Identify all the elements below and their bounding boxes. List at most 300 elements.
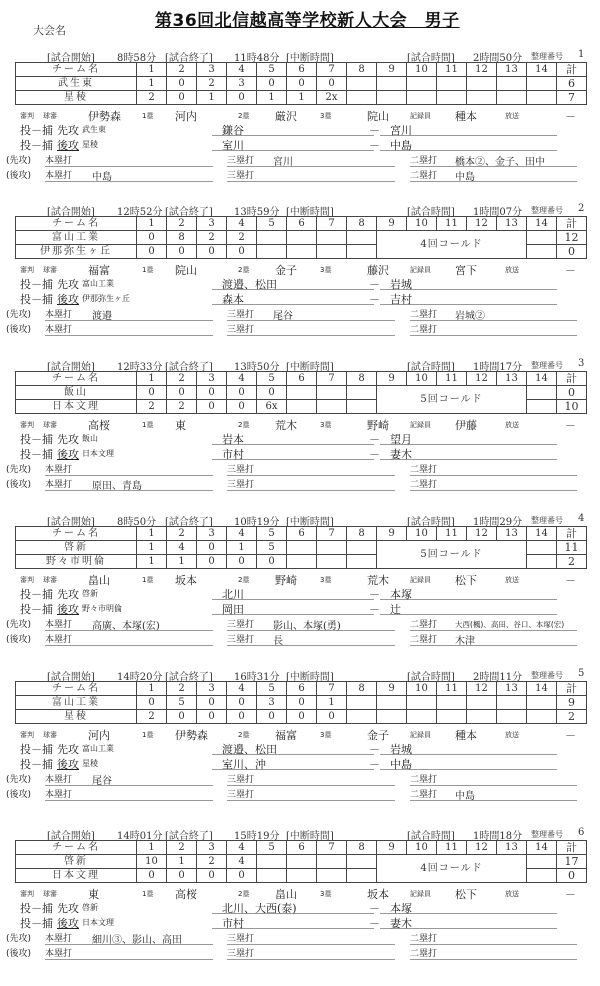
double-bottom-value: 中島 xyxy=(455,172,475,183)
inning-header: 6 xyxy=(287,372,317,386)
plate-umpire: 高桜 xyxy=(88,419,110,432)
duration-value: 1時間07分 xyxy=(473,207,523,218)
battery-top-row xyxy=(0,276,600,290)
start-time: 12時52分 xyxy=(117,207,163,218)
inning-score xyxy=(467,696,497,710)
plate-umpire: 福富 xyxy=(88,264,110,277)
inning-score: 2 xyxy=(227,231,257,245)
top-label: 先攻 xyxy=(57,278,79,291)
broadcast-label: 放送 xyxy=(505,266,519,274)
total-column-header: 計 xyxy=(557,527,587,541)
first-base-label: 1塁 xyxy=(142,112,154,120)
game-block xyxy=(0,49,600,199)
battery-bottom-team: 野々市明倫 xyxy=(82,604,122,613)
top-label: 先攻 xyxy=(57,433,79,446)
battery-top-row xyxy=(0,900,600,914)
battery-top-team: 啓新 xyxy=(82,903,98,912)
inning-header: 4 xyxy=(227,63,257,77)
dash: － xyxy=(369,124,380,137)
inning-score: 1 xyxy=(137,555,167,569)
inning-header: 13 xyxy=(497,372,527,386)
start-time: 8時50分 xyxy=(117,517,157,528)
triple-label: 三塁打 xyxy=(227,465,255,475)
triple-label: 三塁打 xyxy=(227,790,255,800)
battery-top-team: 啓新 xyxy=(82,589,98,598)
dash: － xyxy=(369,743,380,756)
umpire-label: 審判 xyxy=(20,890,34,898)
broadcast-name: － xyxy=(565,574,576,587)
inning-score xyxy=(527,696,557,710)
inning-score xyxy=(467,77,497,91)
inning-score xyxy=(287,555,317,569)
hits-top-row xyxy=(0,931,600,945)
inning-score: 1 xyxy=(137,541,167,555)
battery-bottom-row xyxy=(0,291,600,305)
hr-label: 本塁打 xyxy=(45,310,73,320)
suspend-label: [中断時間] xyxy=(286,207,334,218)
scoreboard xyxy=(15,62,587,105)
scoreboard xyxy=(15,216,587,259)
inning-header: 12 xyxy=(467,682,497,696)
hr-label: 本塁打 xyxy=(45,465,73,475)
inning-score xyxy=(377,77,407,91)
team-name: 富山工業 xyxy=(16,696,137,710)
inning-header: 4 xyxy=(227,217,257,231)
team-total: 9 xyxy=(557,696,587,710)
inning-score xyxy=(317,386,347,400)
triple-top-value: 宮川 xyxy=(273,157,293,168)
inning-score: 2 xyxy=(137,400,167,414)
inning-score xyxy=(467,710,497,724)
inning-score: 0 xyxy=(197,400,227,414)
broadcast-label: 放送 xyxy=(505,890,519,898)
inning-header: 12 xyxy=(467,217,497,231)
inning-score xyxy=(347,869,377,883)
inning-header: 7 xyxy=(317,682,347,696)
inning-score xyxy=(527,710,557,724)
scoreboard-header-row xyxy=(16,527,587,541)
first-base-umpire: 高桜 xyxy=(175,888,197,901)
battery-top-team: 武生東 xyxy=(82,125,106,134)
inning-score: 10 xyxy=(137,855,167,869)
inning-header: 6 xyxy=(287,527,317,541)
inning-score xyxy=(347,400,377,414)
start-label: [試合開始] xyxy=(47,517,95,528)
dash: － xyxy=(369,902,380,915)
start-label: [試合開始] xyxy=(47,362,95,373)
inning-score: 0 xyxy=(317,710,347,724)
inning-header: 9 xyxy=(377,63,407,77)
bottom-label: 後攻 xyxy=(57,293,79,306)
inning-score xyxy=(527,555,557,569)
team-total: 2 xyxy=(557,710,587,724)
inning-header: 1 xyxy=(137,841,167,855)
battery-label: 投－捕 xyxy=(20,433,53,446)
serial-label: 整理番号 xyxy=(531,671,563,680)
umpire-label: 審判 xyxy=(20,731,34,739)
battery-bottom-pitcher: 市村 xyxy=(212,915,374,929)
hr-top-value: 渡邉 xyxy=(92,311,112,322)
game-meta xyxy=(0,203,600,217)
plate-label: 球審 xyxy=(43,731,57,739)
scoreboard xyxy=(15,840,587,883)
inning-header: 4 xyxy=(227,527,257,541)
scoreboard xyxy=(15,526,587,569)
inning-score: 0 xyxy=(167,386,197,400)
bottom-label: 後攻 xyxy=(57,448,79,461)
inning-header: 5 xyxy=(257,63,287,77)
third-base-umpire: 金子 xyxy=(367,729,389,742)
inning-header: 8 xyxy=(347,217,377,231)
inning-header: 2 xyxy=(167,63,197,77)
battery-bottom-catcher: 吉村 xyxy=(380,291,557,305)
team-name: 日本文理 xyxy=(16,400,137,414)
inning-score: 0 xyxy=(137,869,167,883)
inning-score: 2 xyxy=(197,855,227,869)
duration-label: [試合時間] xyxy=(407,207,455,218)
inning-header: 11 xyxy=(437,527,467,541)
inning-score xyxy=(497,77,527,91)
inning-score xyxy=(347,541,377,555)
inning-score xyxy=(527,245,557,259)
umpire-row xyxy=(0,886,600,900)
inning-score xyxy=(317,855,347,869)
inning-header: 10 xyxy=(407,682,437,696)
inning-score: 1 xyxy=(317,696,347,710)
inning-score: 4 xyxy=(227,855,257,869)
recorder-name: 宮下 xyxy=(455,264,477,277)
duration-value: 1時間17分 xyxy=(473,362,523,373)
inning-header: 1 xyxy=(137,372,167,386)
battery-label: 投－捕 xyxy=(20,758,53,771)
inning-score: 1 xyxy=(137,77,167,91)
total-column-header: 計 xyxy=(557,63,587,77)
inning-score: 0 xyxy=(227,386,257,400)
double-top-value: 大西(楓)、高田、谷口、本塚(宏) xyxy=(455,620,565,629)
umpire-row xyxy=(0,108,600,122)
first-base-label: 1塁 xyxy=(142,421,154,429)
inning-header: 8 xyxy=(347,63,377,77)
double-bottom-value: 木津 xyxy=(455,636,475,647)
battery-top-pitcher: 渡邉、松田 xyxy=(212,741,374,755)
hr-top-value: 細川③、影山、高田 xyxy=(92,935,182,946)
hr-top-value: 尾谷 xyxy=(92,776,112,787)
serial-label: 整理番号 xyxy=(531,361,563,370)
inning-score xyxy=(287,245,317,259)
inning-header: 6 xyxy=(287,217,317,231)
top-label: 先攻 xyxy=(57,588,79,601)
inning-score: 2 xyxy=(167,400,197,414)
inning-header: 2 xyxy=(167,841,197,855)
inning-score: 2 xyxy=(197,231,227,245)
bottom-paren-label: (後攻) xyxy=(6,171,32,181)
hr-bottom-value: 中島 xyxy=(92,172,112,183)
duration-label: [試合時間] xyxy=(407,517,455,528)
inning-score xyxy=(317,400,347,414)
second-base-umpire: 金子 xyxy=(275,264,297,277)
inning-score: 0 xyxy=(317,77,347,91)
triple-label: 三塁打 xyxy=(227,156,255,166)
battery-bottom-pitcher: 室川、沖 xyxy=(212,756,374,770)
inning-score: 0 xyxy=(167,245,197,259)
inning-score xyxy=(527,869,557,883)
hr-label: 本塁打 xyxy=(45,480,73,490)
inning-score: 3 xyxy=(227,77,257,91)
third-base-label: 3塁 xyxy=(320,731,332,739)
umpire-label: 審判 xyxy=(20,576,34,584)
team-total: 0 xyxy=(557,245,587,259)
start-time: 14時01分 xyxy=(117,831,163,842)
scoreboard xyxy=(15,371,587,414)
total-column-header: 計 xyxy=(557,217,587,231)
total-column-header: 計 xyxy=(557,372,587,386)
second-base-umpire: 荒木 xyxy=(275,419,297,432)
start-label: [試合開始] xyxy=(47,672,95,683)
serial-label: 整理番号 xyxy=(531,830,563,839)
double-label: 二塁打 xyxy=(410,934,438,944)
inning-score xyxy=(527,855,557,869)
inning-score xyxy=(287,869,317,883)
team-name: 星稜 xyxy=(16,91,137,105)
hits-bottom-row xyxy=(0,946,600,960)
inning-header: 10 xyxy=(407,63,437,77)
triple-label: 三塁打 xyxy=(227,620,255,630)
inning-score xyxy=(497,710,527,724)
start-time: 8時58分 xyxy=(117,53,157,64)
recorder-label: 記録員 xyxy=(410,890,431,898)
inning-header: 13 xyxy=(497,527,527,541)
inning-header: 5 xyxy=(257,841,287,855)
double-label: 二塁打 xyxy=(410,790,438,800)
bottom-paren-label: (後攻) xyxy=(6,949,32,959)
inning-score: 1 xyxy=(287,91,317,105)
broadcast-name: － xyxy=(565,419,576,432)
inning-score xyxy=(317,541,347,555)
inning-header: 5 xyxy=(257,682,287,696)
inning-header: 3 xyxy=(197,372,227,386)
inning-header: 2 xyxy=(167,217,197,231)
dash: － xyxy=(369,588,380,601)
team-score-row xyxy=(16,710,587,724)
battery-bottom-row xyxy=(0,137,600,151)
scoreboard-header-row xyxy=(16,217,587,231)
inning-score: 0 xyxy=(287,696,317,710)
recorder-label: 記録員 xyxy=(410,266,431,274)
inning-header: 11 xyxy=(437,217,467,231)
end-time: 11時48分 xyxy=(234,53,280,64)
third-base-umpire: 藤沢 xyxy=(367,264,389,277)
inning-score: 4 xyxy=(167,541,197,555)
hits-bottom-row xyxy=(0,477,600,491)
triple-label: 三塁打 xyxy=(227,325,255,335)
top-label: 先攻 xyxy=(57,124,79,137)
recorder-name: 伊藤 xyxy=(455,419,477,432)
inning-score: 0 xyxy=(287,77,317,91)
inning-score xyxy=(527,91,557,105)
hr-label: 本塁打 xyxy=(45,635,73,645)
total-column-header: 計 xyxy=(557,682,587,696)
inning-header: 1 xyxy=(137,682,167,696)
battery-bottom-row xyxy=(0,756,600,770)
inning-score: 0 xyxy=(137,696,167,710)
inning-header: 14 xyxy=(527,682,557,696)
team-name: 伊那弥生ヶ丘 xyxy=(16,245,137,259)
battery-top-row xyxy=(0,741,600,755)
serial-label: 整理番号 xyxy=(531,516,563,525)
umpire-label: 審判 xyxy=(20,266,34,274)
team-total: 12 xyxy=(557,231,587,245)
plate-label: 球審 xyxy=(43,576,57,584)
triple-label: 三塁打 xyxy=(227,171,255,181)
first-base-label: 1塁 xyxy=(142,266,154,274)
inning-header: 11 xyxy=(437,841,467,855)
battery-bottom-team: 星稜 xyxy=(82,759,98,768)
inning-header: 5 xyxy=(257,372,287,386)
inning-score xyxy=(407,77,437,91)
hr-bottom-value: 原田、青島 xyxy=(92,481,142,492)
umpire-label: 審判 xyxy=(20,112,34,120)
inning-header: 1 xyxy=(137,527,167,541)
recorder-label: 記録員 xyxy=(410,576,431,584)
battery-bottom-pitcher: 室川 xyxy=(212,137,374,151)
hr-top-value: 高廣、本塚(宏) xyxy=(92,621,160,632)
triple-label: 三塁打 xyxy=(227,310,255,320)
inning-score: 0 xyxy=(197,245,227,259)
recorder-name: 種本 xyxy=(455,729,477,742)
team-total: 2 xyxy=(557,555,587,569)
double-label: 二塁打 xyxy=(410,775,438,785)
inning-score: 1 xyxy=(167,555,197,569)
inning-score: 0 xyxy=(257,77,287,91)
scoreboard-header-row xyxy=(16,63,587,77)
bottom-label: 後攻 xyxy=(57,758,79,771)
second-base-umpire: 福富 xyxy=(275,729,297,742)
inning-score xyxy=(347,91,377,105)
game-block xyxy=(0,513,600,663)
inning-score xyxy=(527,400,557,414)
game-meta xyxy=(0,668,600,682)
inning-score xyxy=(347,710,377,724)
third-base-label: 3塁 xyxy=(320,421,332,429)
inning-header: 12 xyxy=(467,841,497,855)
battery-top-team: 富山工業 xyxy=(82,744,114,753)
hits-bottom-row xyxy=(0,168,600,182)
inning-score xyxy=(527,77,557,91)
inning-header: 4 xyxy=(227,682,257,696)
second-base-label: 2塁 xyxy=(238,266,250,274)
inning-score xyxy=(257,231,287,245)
inning-header: 8 xyxy=(347,682,377,696)
inning-score xyxy=(347,231,377,245)
end-time: 16時31分 xyxy=(234,672,280,683)
team-name: 富山工業 xyxy=(16,231,137,245)
inning-score xyxy=(347,386,377,400)
inning-score: 0 xyxy=(167,77,197,91)
page-title: 第36回北信越高等学校新人大会 男子 xyxy=(155,11,460,31)
inning-header: 9 xyxy=(377,217,407,231)
inning-score: 0 xyxy=(167,869,197,883)
battery-bottom-pitcher: 森本 xyxy=(212,291,374,305)
end-label: [試合終了] xyxy=(165,672,213,683)
battery-label: 投－捕 xyxy=(20,124,53,137)
battery-top-catcher: 宮川 xyxy=(380,122,557,136)
inning-score: 0 xyxy=(167,91,197,105)
first-base-label: 1塁 xyxy=(142,731,154,739)
inning-score xyxy=(467,91,497,105)
inning-score: 0 xyxy=(197,869,227,883)
triple-top-value: 尾谷 xyxy=(273,311,293,322)
inning-header: 14 xyxy=(527,372,557,386)
hits-top-row xyxy=(0,772,600,786)
second-base-label: 2塁 xyxy=(238,112,250,120)
inning-header: 5 xyxy=(257,527,287,541)
duration-value: 1時間29分 xyxy=(473,517,523,528)
inning-score xyxy=(347,855,377,869)
team-total: 17 xyxy=(557,855,587,869)
battery-bottom-catcher: 中島 xyxy=(380,137,557,151)
team-total: 11 xyxy=(557,541,587,555)
dash: － xyxy=(369,278,380,291)
hr-label: 本塁打 xyxy=(45,934,73,944)
start-label: [試合開始] xyxy=(47,53,95,64)
battery-top-catcher: 望月 xyxy=(380,431,557,445)
battery-label: 投－捕 xyxy=(20,139,53,152)
battery-bottom-team: 伊那弥生ヶ丘 xyxy=(82,294,130,303)
triple-label: 三塁打 xyxy=(227,775,255,785)
inning-score xyxy=(407,710,437,724)
double-label: 二塁打 xyxy=(410,325,438,335)
inning-header: 6 xyxy=(287,841,317,855)
battery-top-catcher: 本塚 xyxy=(380,586,557,600)
first-base-umpire: 坂本 xyxy=(175,574,197,587)
hr-label: 本塁打 xyxy=(45,775,73,785)
battery-bottom-catcher: 妻木 xyxy=(380,915,557,929)
inning-score xyxy=(257,245,287,259)
inning-score: 0 xyxy=(197,541,227,555)
scoreboard-header-row xyxy=(16,682,587,696)
recorder-name: 松下 xyxy=(455,888,477,901)
inning-header: 7 xyxy=(317,372,347,386)
inning-score: 0 xyxy=(227,696,257,710)
team-score-row xyxy=(16,855,587,869)
hits-top-row xyxy=(0,307,600,321)
top-paren-label: (先攻) xyxy=(6,310,32,320)
plate-umpire: 東 xyxy=(88,888,99,901)
inning-score xyxy=(317,245,347,259)
inning-header: 14 xyxy=(527,841,557,855)
plate-umpire: 伊勢森 xyxy=(88,110,121,123)
inning-header: 14 xyxy=(527,63,557,77)
inning-score xyxy=(377,710,407,724)
scoreboard-header-row xyxy=(16,372,587,386)
inning-score xyxy=(317,555,347,569)
dash: － xyxy=(369,139,380,152)
plate-umpire: 畠山 xyxy=(88,574,110,587)
inning-header: 11 xyxy=(437,63,467,77)
inning-header: 9 xyxy=(377,682,407,696)
team-score-row xyxy=(16,541,587,555)
inning-score xyxy=(407,91,437,105)
inning-score: 5 xyxy=(257,541,287,555)
inning-score xyxy=(287,855,317,869)
inning-score: 0 xyxy=(257,555,287,569)
team-total: 0 xyxy=(557,869,587,883)
inning-score xyxy=(347,245,377,259)
end-time: 15時19分 xyxy=(234,831,280,842)
inning-header: 10 xyxy=(407,841,437,855)
double-label: 二塁打 xyxy=(410,635,438,645)
inning-score: 0 xyxy=(137,386,167,400)
